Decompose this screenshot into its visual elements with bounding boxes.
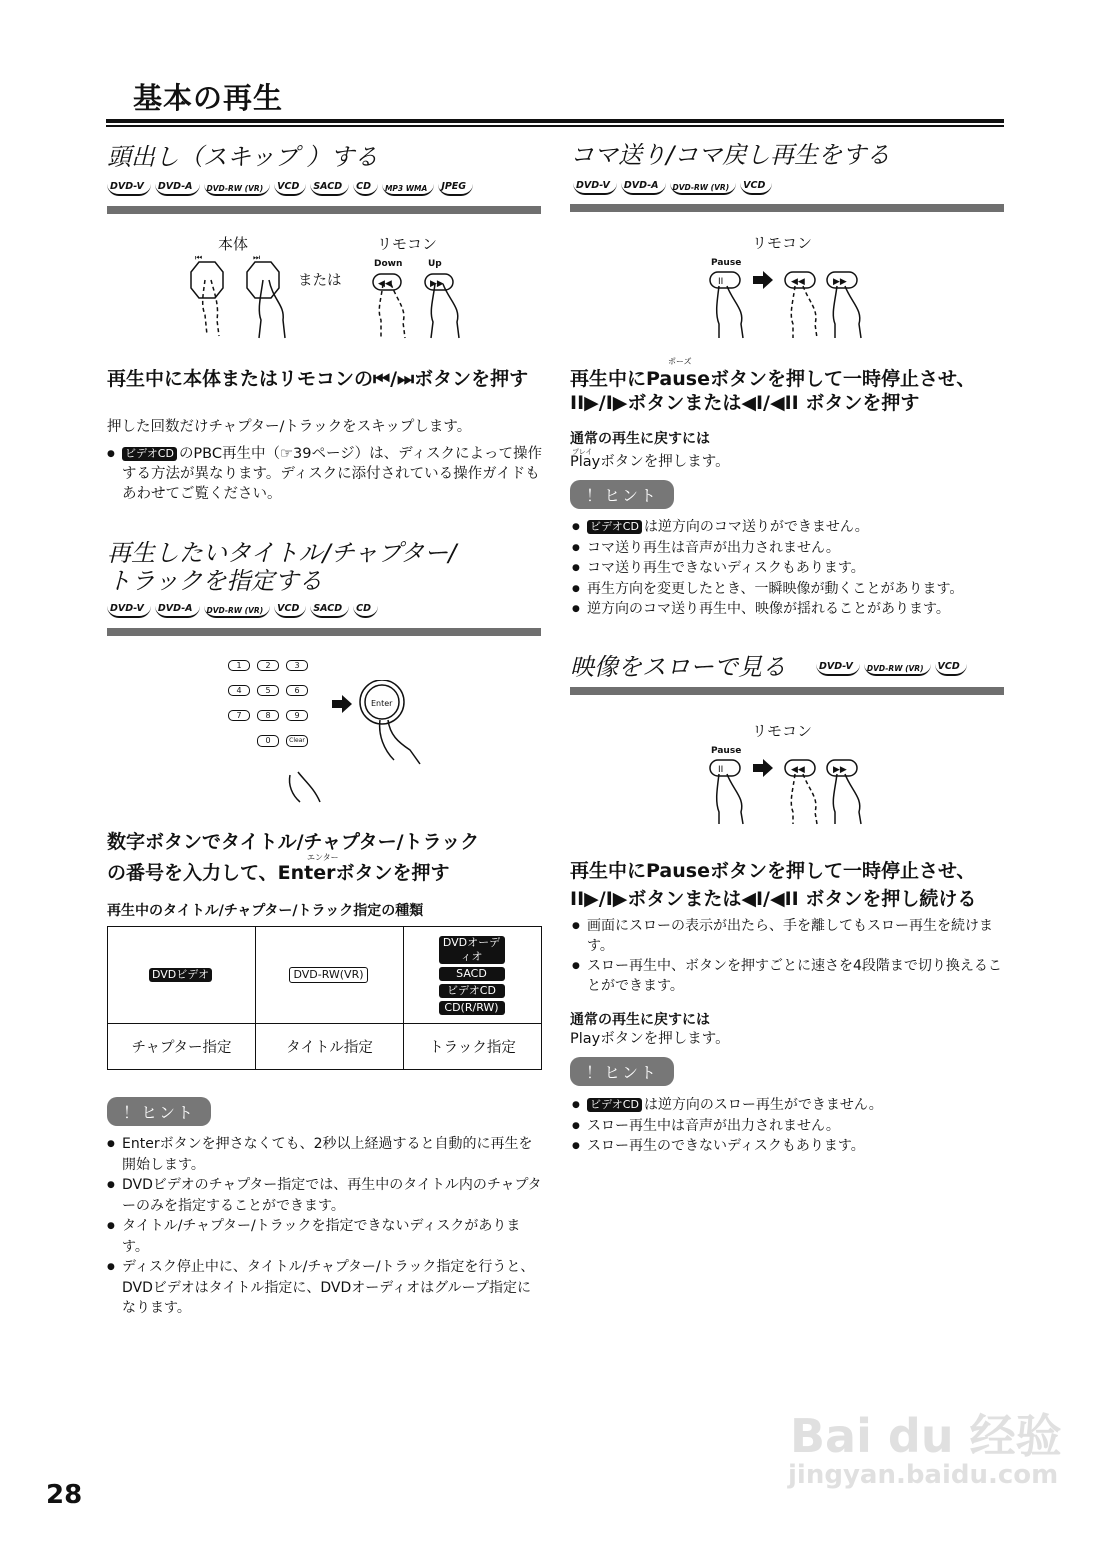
watermark-logo: Bai du 经验 bbox=[790, 1409, 1062, 1463]
svg-text:◀◀: ◀◀ bbox=[791, 765, 805, 775]
key-2: 2 bbox=[257, 660, 279, 671]
svg-text:II: II bbox=[718, 277, 724, 287]
dvd-video-tag: DVDビデオ bbox=[149, 968, 212, 982]
key-5: 5 bbox=[257, 685, 279, 696]
disc-badge: DVD-RW (VR) bbox=[864, 656, 931, 676]
dvd-audio-tag: DVDオーディオ bbox=[439, 936, 505, 964]
cd-tag: CD(R/RW) bbox=[439, 1001, 505, 1015]
hint-item: ● DVDビデオのチャプター指定では、再生中のタイトル内のチャプターのみを指定することができます。 bbox=[107, 1175, 543, 1216]
return-text: Playボタンを押します。 bbox=[570, 1031, 730, 1047]
title-rule bbox=[106, 119, 1004, 123]
sacd-tag: SACD bbox=[439, 967, 505, 981]
disc-badge: DVD-A bbox=[155, 176, 200, 196]
title-rule-thin bbox=[106, 125, 1004, 127]
return-heading: 通常の再生に戻すには bbox=[570, 1012, 710, 1028]
ruby-pause: ポーズ bbox=[668, 357, 692, 366]
slow-hints bbox=[572, 1095, 1004, 1157]
table-title: 再生中のタイトル/チャプター/トラック指定の種類 bbox=[107, 903, 424, 919]
return-heading: 通常の再生に戻すには bbox=[570, 431, 710, 447]
disc-badge: MP3 WMA bbox=[382, 176, 434, 196]
number-instruction: 数字ボタンでタイトル/チャプター/トラック bbox=[107, 831, 480, 853]
frame-hints bbox=[572, 517, 1004, 620]
unit-label: 本体 bbox=[218, 235, 249, 253]
remote-label: リモコン bbox=[752, 722, 813, 740]
number-hints bbox=[107, 1134, 543, 1319]
section-heading-number-2: トラックを指定する bbox=[107, 567, 323, 595]
key-9: 9 bbox=[286, 710, 308, 721]
disc-badge: DVD-V bbox=[107, 176, 151, 196]
slow-instruction-2: II▶/I▶ボタンまたは◀I/◀II ボタンを押し続ける bbox=[570, 888, 977, 910]
svg-text:II: II bbox=[718, 765, 724, 775]
remote-label: リモコン bbox=[752, 234, 813, 252]
vcd-tag: ビデオCD bbox=[439, 984, 505, 998]
key-3: 3 bbox=[286, 660, 308, 671]
down-label: Down bbox=[374, 259, 403, 269]
disc-badges-number bbox=[107, 598, 378, 618]
section-heading-slow: 映像をスローで見る bbox=[570, 653, 786, 681]
hint-item: ● タイトル/チャプター/トラックを指定できないディスクがあります。 bbox=[107, 1216, 543, 1257]
pause-label: Pause bbox=[711, 746, 742, 756]
dvd-rw-tag: DVD-RW(VR) bbox=[289, 967, 367, 983]
skip-instruction: 再生中に本体またはリモコンの⏮/⏭ボタンを押す bbox=[107, 368, 529, 390]
svg-text:◀◀: ◀◀ bbox=[791, 277, 805, 287]
slow-instruction: 再生中にPauseボタンを押して一時停止させ、 bbox=[570, 860, 976, 882]
table-cell: チャプター指定 bbox=[108, 1024, 256, 1070]
section-heading-number: 再生したいタイトル/チャプター/ bbox=[107, 539, 457, 567]
up-label: Up bbox=[428, 259, 442, 269]
hint-item: ● ディスク停止中に、タイトル/チャプター/トラック指定を行うと、DVDビデオはタイトル指定に、DVDオーディオはグループ指定になります。 bbox=[107, 1257, 543, 1319]
vcd-tag: ビデオCD bbox=[587, 1098, 642, 1112]
skip-note: ● ビデオCD のPBC再生中（☞39ページ）は、ディスクによって操作する方法が異なります。ディスクに添付されている操作ガイドもあわせてご覧ください。 bbox=[107, 446, 542, 502]
slow-bullets bbox=[572, 916, 1004, 996]
key-1: 1 bbox=[228, 660, 250, 671]
enter-key-label: Enter bbox=[371, 699, 393, 708]
svg-text:▶▶: ▶▶ bbox=[833, 765, 847, 775]
key-6: 6 bbox=[286, 685, 308, 696]
number-instruction-2: の番号を入力して、Enterボタンを押す bbox=[107, 862, 450, 884]
disc-badge: DVD-V bbox=[573, 175, 617, 195]
section-bar bbox=[107, 628, 541, 636]
bullet-item: ● 画面にスローの表示が出たら、手を離してもスロー再生を続けます。 bbox=[572, 916, 1004, 956]
disc-badge: JPEG bbox=[438, 176, 473, 196]
skip-description: 押した回数だけチャプター/トラックをスキップします。 bbox=[107, 419, 472, 435]
section-bar bbox=[570, 204, 1004, 212]
hint-badge: ！ヒント bbox=[570, 1057, 674, 1086]
frame-instruction: 再生中にPauseボタンを押して一時停止させ、 bbox=[570, 368, 976, 390]
disc-badges-skip bbox=[107, 176, 473, 196]
vcd-tag: ビデオCD bbox=[122, 447, 177, 461]
vcd-tag: ビデオCD bbox=[587, 520, 642, 534]
hint-item: ● スロー再生のできないディスクもあります。 bbox=[572, 1136, 1004, 1157]
disc-badge: DVD-RW (VR) bbox=[204, 176, 271, 196]
disc-badge: DVD-V bbox=[816, 656, 860, 676]
hint-item: ● コマ送り再生できないディスクもあります。 bbox=[572, 558, 1004, 579]
disc-badge: DVD-RW (VR) bbox=[670, 175, 737, 195]
hint-badge: ！ヒント bbox=[570, 480, 674, 509]
section-heading-frame: コマ送り/コマ戻し再生をする bbox=[570, 141, 891, 169]
disc-badge: SACD bbox=[310, 176, 349, 196]
key-4: 4 bbox=[228, 685, 250, 696]
hint-item: ● 再生方向を変更したとき、一瞬映像が動くことがあります。 bbox=[572, 579, 1004, 600]
disc-badge: DVD-A bbox=[621, 175, 666, 195]
page-number: 28 bbox=[46, 1480, 83, 1510]
svg-text:⏮: ⏮ bbox=[195, 253, 203, 262]
svg-text:▶▶: ▶▶ bbox=[833, 277, 847, 287]
hint-badge: ！ヒント bbox=[107, 1097, 211, 1126]
hint-item: ● Enterボタンを押さなくても、2秒以上経過すると自動的に再生を開始します。 bbox=[107, 1134, 543, 1175]
watermark-url: jingyan.baidu.com bbox=[788, 1460, 1059, 1490]
skip-illustration bbox=[185, 250, 475, 342]
disc-badge: SACD bbox=[310, 598, 349, 618]
key-0: 0 bbox=[257, 735, 279, 747]
pause-label: Pause bbox=[711, 258, 742, 268]
disc-badge: VCD bbox=[274, 598, 306, 618]
return-text: Playボタンを押します。 bbox=[570, 454, 730, 470]
section-heading-skip: 頭出し（スキップ ）する bbox=[107, 143, 379, 171]
disc-badge: CD bbox=[353, 176, 378, 196]
or-text: または bbox=[298, 273, 342, 289]
disc-badges-frame bbox=[573, 175, 772, 195]
disc-badge: DVD-A bbox=[155, 598, 200, 618]
hint-item: ● 逆方向のコマ送り再生中、映像が揺れることがあります。 bbox=[572, 599, 1004, 620]
section-bar bbox=[107, 206, 541, 214]
svg-text:⏭: ⏭ bbox=[253, 253, 261, 262]
key-8: 8 bbox=[257, 710, 279, 721]
table-cell: タイトル指定 bbox=[256, 1024, 404, 1070]
hint-item: ● ビデオCD は逆方向のスロー再生ができません。 bbox=[572, 1095, 1004, 1116]
hint-item: ● ビデオCD は逆方向のコマ送りができません。 bbox=[572, 517, 1004, 538]
ruby-play: プレイ bbox=[572, 448, 593, 456]
table-cell: トラック指定 bbox=[404, 1024, 542, 1070]
disc-badge: VCD bbox=[935, 656, 967, 676]
disc-badge: VCD bbox=[740, 175, 772, 195]
hint-item: ● コマ送り再生は音声が出力されません。 bbox=[572, 538, 1004, 559]
key-7: 7 bbox=[228, 710, 250, 721]
page-title: 基本の再生 bbox=[133, 81, 284, 115]
slow-illustration bbox=[705, 752, 875, 828]
key-clear: Clear bbox=[286, 735, 308, 747]
disc-badge: CD bbox=[353, 598, 378, 618]
enter-illustration bbox=[280, 680, 440, 805]
section-bar bbox=[570, 687, 1004, 695]
designation-table bbox=[107, 926, 542, 1070]
frame-illustration bbox=[705, 262, 875, 342]
disc-badges-slow bbox=[816, 656, 967, 676]
bullet-item: ● スロー再生中、ボタンを押すごとに速さを4段階まで切り換えることができます。 bbox=[572, 956, 1004, 996]
hint-item: ● スロー再生中は音声が出力されません。 bbox=[572, 1116, 1004, 1137]
svg-text:▶▶: ▶▶ bbox=[430, 279, 444, 289]
svg-text:◀◀: ◀◀ bbox=[378, 279, 392, 289]
disc-badge: DVD-V bbox=[107, 598, 151, 618]
remote-label: リモコン bbox=[377, 235, 438, 253]
frame-instruction-2: II▶/I▶ボタンまたは◀I/◀II ボタンを押す bbox=[570, 392, 920, 414]
disc-badge: VCD bbox=[274, 176, 306, 196]
disc-badge: DVD-RW (VR) bbox=[204, 598, 271, 618]
ruby-enter: エンター bbox=[307, 853, 339, 862]
